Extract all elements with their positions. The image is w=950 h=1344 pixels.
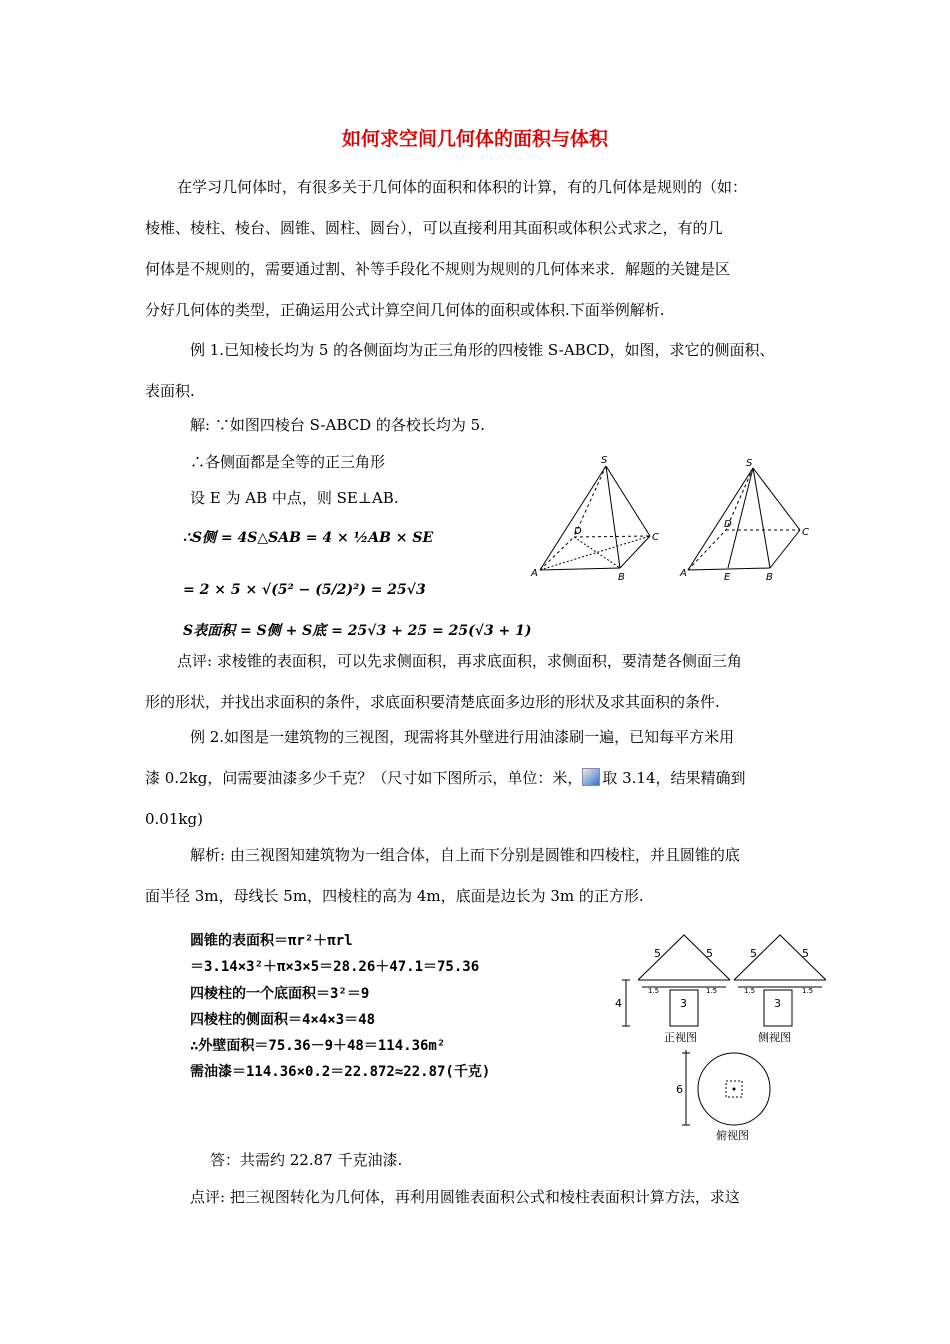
top-view-label: 俯视图 bbox=[716, 1129, 749, 1142]
label-E2: E bbox=[724, 572, 731, 583]
side-width-label: 3 bbox=[774, 997, 781, 1010]
calc-line-6: 需油漆＝114.36×0.2＝22.872≈22.87(千克) bbox=[190, 1064, 491, 1080]
example2-line-2a: 漆 0.2kg，问需要油漆多少千克？（尺寸如下图所示，单位：米， bbox=[145, 769, 583, 787]
intro-line-2: 棱椎、棱柱、棱台、圆锥、圆柱、圆台），可以直接利用其面积或体积公式求之，有的几 bbox=[145, 219, 723, 237]
solution1-line-1: 解: ∵如图四棱台 S-ABCD 的各校长均为 5. bbox=[190, 416, 485, 434]
top-diameter-label: 6 bbox=[676, 1083, 683, 1096]
intro-line-3: 何体是不规则的，需要通过割、补等手段化不规则为规则的几何体来求．解题的关键是区 bbox=[145, 260, 731, 278]
example2-line-1: 例 2.如图是一建筑物的三视图，现需将其外壁进行用油漆刷一遍，已知每平方米用 bbox=[190, 728, 735, 746]
analysis-line-1: 解析: 由三视图知建筑物为一组合体，自上而下分别是圆锥和四棱柱，并且圆锥的底 bbox=[190, 846, 740, 864]
formula-lateral-area: ∴S侧 = 4S△SAB = 4 × ½AB × SE bbox=[183, 530, 434, 546]
formula-surface-area: S表面积 = S侧 + S底 = 25√3 + 25 = 25(√3 + 1) bbox=[183, 623, 532, 639]
example2-line-2b: 取 3.14，结果精确到 bbox=[602, 769, 746, 787]
label-S2: S bbox=[746, 458, 753, 469]
solution1-line-3: 设 E 为 AB 中点，则 SE⊥AB. bbox=[190, 489, 399, 507]
analysis-line-2: 面半径 3m，母线长 5m，四棱柱的高为 4m，底面是边长为 3m 的正方形. bbox=[145, 887, 644, 905]
side-slant-left: 5 bbox=[750, 947, 757, 960]
front-width-label: 3 bbox=[680, 997, 687, 1010]
page-title: 如何求空间几何体的面积与体积 bbox=[341, 128, 608, 150]
comment1-line-2: 形的形状，并找出求面积的条件，求底面积要清楚底面多边形的形状及求其面积的条件. bbox=[145, 693, 720, 711]
front-offset-left: 1.5 bbox=[648, 987, 660, 995]
calc-line-1: 圆锥的表面积＝πr²＋πrl bbox=[190, 933, 353, 949]
front-slant-left: 5 bbox=[654, 947, 661, 960]
pyramid-figure-1 bbox=[540, 466, 650, 570]
label-C2: C bbox=[802, 527, 809, 538]
intro-line-4: 分好几何体的类型，正确运用公式计算空间几何体的面积或体积.下面举例解析. bbox=[145, 301, 665, 319]
side-offset-left: 1.5 bbox=[744, 987, 756, 995]
side-view-label: 侧视图 bbox=[758, 1031, 791, 1044]
answer-line: 答：共需约 22.87 千克油漆. bbox=[210, 1151, 403, 1169]
label-B2: B bbox=[766, 572, 773, 583]
example1-line-1: 例 1.已知棱长均为 5 的各侧面均为正三角形的四棱锥 S-ABCD，如图，求它的侧面积、 bbox=[190, 341, 775, 359]
three-view-diagram bbox=[610, 925, 840, 1147]
front-height-label: 4 bbox=[615, 997, 622, 1010]
pi-image-icon bbox=[582, 768, 600, 786]
label-A2: A bbox=[680, 568, 687, 579]
example1-line-2: 表面积. bbox=[145, 382, 195, 400]
label-D1: D bbox=[574, 526, 582, 537]
pyramid-figure-2 bbox=[688, 468, 800, 570]
example2-line-2 bbox=[145, 768, 746, 788]
intro-line-1: 在学习几何体时，有很多关于几何体的面积和体积的计算，有的几何体是规则的（如： bbox=[177, 178, 748, 196]
label-A1: A bbox=[531, 568, 538, 579]
side-slant-right: 5 bbox=[802, 947, 809, 960]
example2-line-3: 0.01kg) bbox=[145, 810, 203, 828]
calc-line-5: ∴外壁面积＝75.36－9＋48＝114.36m² bbox=[190, 1038, 446, 1054]
label-S1: S bbox=[601, 455, 608, 466]
front-view-label: 正视图 bbox=[664, 1031, 697, 1044]
front-offset-right: 1.5 bbox=[706, 987, 718, 995]
label-D2: D bbox=[724, 519, 732, 530]
label-B1: B bbox=[618, 572, 625, 583]
side-offset-right: 1.5 bbox=[802, 987, 814, 995]
label-C1: C bbox=[652, 532, 659, 543]
comment1-line-1: 点评: 求棱锥的表面积，可以先求侧面积，再求底面积，求侧面积，要清楚各侧面三角 bbox=[177, 652, 742, 670]
calc-line-2: ＝3.14×3²＋π×3×5＝28.26＋47.1＝75.36 bbox=[190, 959, 480, 975]
pyramid-figures bbox=[528, 450, 818, 585]
front-slant-right: 5 bbox=[706, 947, 713, 960]
calc-line-4: 四棱柱的侧面积＝4×4×3＝48 bbox=[190, 1012, 376, 1028]
calc-line-3: 四棱柱的一个底面积＝3²＝9 bbox=[190, 986, 370, 1002]
solution1-line-2: ∴各侧面都是全等的正三角形 bbox=[190, 453, 386, 471]
formula-lateral-value: = 2 × 5 × √(5² − (5/2)²) = 25√3 bbox=[183, 582, 426, 598]
comment2-line: 点评: 把三视图转化为几何体，再利用圆锥表面积公式和棱柱表面积计算方法，求这 bbox=[190, 1188, 740, 1206]
